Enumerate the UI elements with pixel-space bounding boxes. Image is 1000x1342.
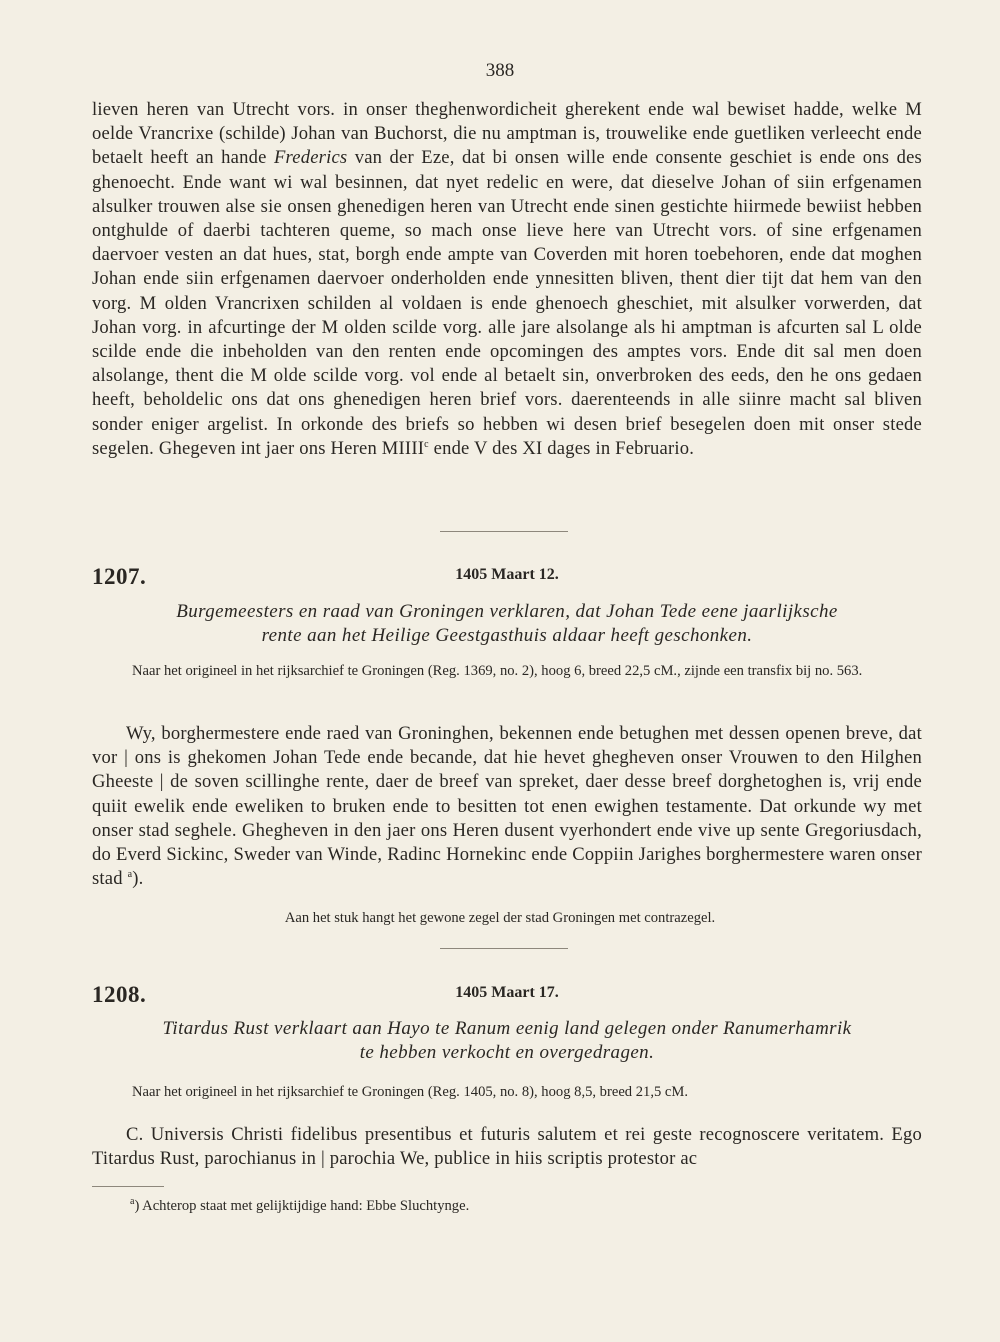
footnote-reference: a <box>127 869 133 881</box>
charter-1208-text <box>92 1123 922 1171</box>
footnote-text: ) Achterop staat met gelijktijdige hand: Ebbe Sluchtynge. <box>134 1198 470 1214</box>
intro-superscript: c <box>424 438 429 450</box>
intro-paragraph <box>92 98 922 461</box>
charter-1207-source: Naar het origineel in het rijksarchief te Groningen (Reg. 1369, no. 2), hoog 6, breed 22,5 cM., zijnde een transfix bij no. 563. <box>132 663 863 679</box>
charter-1207-heading <box>92 564 922 590</box>
section-divider <box>440 531 568 532</box>
footnote-divider <box>92 1186 164 1187</box>
charter-date: 1405 Maart 12. <box>455 566 559 583</box>
charter-1208-source: Naar het origineel in het rijksarchief te Groningen (Reg. 1405, no. 8), hoog 8,5, breed 21,5 cM. <box>132 1084 689 1100</box>
footnote <box>130 1196 910 1216</box>
charter-text: Wy, borghermestere ende raed van Groninghen, bekennen ende betughen met dessen openen breve, dat vor | ons is ghekomen Johan Tede ende becande, dat hie hevet ghegheven onser Vrouwen to den Hilghen Gheeste | de soven scillinghe rente, daer de breef van spreket, daer desse breef dorghetoghen is, vrij ende quiit ewelik ende eweliken to bruken ende to besitten tot enen ewighen testamente. Dat orkunde wy met onser stad seghele. Ghegheven in den jaer ons Heren dusent vyerhondert ende vive up sente Gregoriusdach, do Everd Sickinc, Sweder van Winde, Radinc Hornekinc ende Coppiin Jarighes borghermestere waren onser stad <box>92 723 922 890</box>
charter-1208-regest <box>92 1017 922 1065</box>
charter-text-end: ). <box>132 868 144 890</box>
charter-1207-text <box>92 722 922 891</box>
charter-1207-regest <box>92 600 922 648</box>
footnote-marker: a <box>130 1196 135 1208</box>
charter-1208-heading <box>92 982 922 1008</box>
charter-text: C. Universis Christi fidelibus presentibus et futuris salutem et rei geste recognoscere veritatem. Ego Titardus Rust, parochianus in | parochia We, publice in hiis scriptis protestor ac <box>92 1124 922 1170</box>
charter-1207-seal-note: Aan het stuk hangt het gewone zegel der stad Groningen met contrazegel. <box>284 910 716 926</box>
charter-number: 1208. <box>92 982 147 1007</box>
intro-text-part-2: van der Eze, dat bi onsen wille ende consente geschiet is ende ons des ghenoecht. Ende want wi wal besinnen, dat nyet redelic en were, dat dieselve Johan of siin erfgenamen alsulker trouwen alse sie onsen ghenedigen heren van Utrecht ende sinen gestichte hiirmede bewiist hebben ontghulde of daerbi tachteren queme, so mach onse lieve here van Utrecht vors. of sine erfgenamen daervoer vesten an dat hues, stat, borgh ende ampte van Coverden mit horen toebehoren, ende dat moghen Johan ende siin erfgenamen daervoer onderholden ende ynnesitten bliven, thent dier tijt dat hem van den vorg. M olden Vrancrixen schilden al voldaen is ende ghenoech gheschiet, mit alsulker vorwerden, dat Johan vorg. in afcurtinge der M olden scilde vorg. alle jare alsolange als hi amptman is afcurten sal L olde scilde ende die inbeholden van den renten ende opcomingen des amptes vors. Ende dit sal men doen alsolange, thent die M olde scilde vorg. vol ende al betaelt sin, onverbroken des eeds, den he ons gedaen heeft, beholdelic ons dat ons ghenedigen heren brief vors. daerenteends in alle siinre macht sal bliven sonder eniger argelist. In orkonde des briefs so hebben wi desen brief besegelen doen mit onser stede segelen. Ghegeven int jaer ons Heren MIIII <box>92 147 922 459</box>
intro-name-frederics: Frederics <box>273 147 348 169</box>
regest-line: Titardus Rust verklaart aan Hayo te Ranum eenig land gelegen onder Ranumerhamrik <box>162 1018 852 1039</box>
charter-number: 1207. <box>92 564 147 589</box>
charter-date: 1405 Maart 17. <box>455 984 559 1001</box>
regest-line: te hebben verkocht en overgedragen. <box>359 1042 655 1063</box>
intro-text-part-1: lieven heren van Utrecht vors. in onser theghenwordicheit gherekent ende wal bewiset hadde, welke M oelde Vrancrixe (schilde) Johan van Buchorst, die nu amptman is, trouwelike ende guetliken verleecht ende betaelt heeft an hande <box>92 99 922 169</box>
section-divider <box>440 948 568 949</box>
intro-text-part-3: ende V des XI dages in Februario. <box>428 437 695 459</box>
regest-line: Burgemeesters en raad van Groningen verklaren, dat Johan Tede eene jaarlijksche <box>176 601 838 622</box>
regest-line: rente aan het Heilige Geestgasthuis aldaar heeft geschonken. <box>261 625 753 646</box>
page-number: 388 <box>485 60 515 81</box>
